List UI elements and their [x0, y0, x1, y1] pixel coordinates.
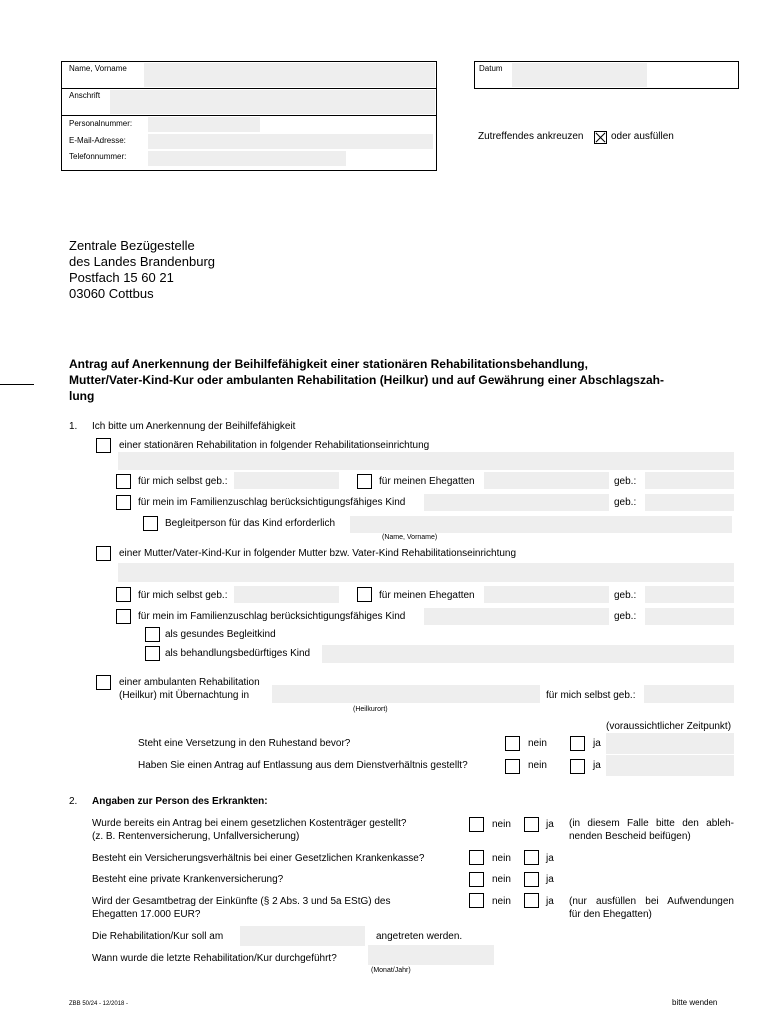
nein-label: nein — [528, 760, 547, 771]
nein-label: nein — [492, 819, 511, 830]
q3-text: Besteht eine private Krankenversicherung? — [92, 874, 284, 885]
kind-geb-input[interactable] — [645, 494, 734, 511]
q2-text: Besteht ein Versicherungsverhältnis bei einer Gesetzlichen Krankenkasse? — [92, 853, 425, 864]
entlassung-zeitpunkt-input[interactable] — [606, 755, 734, 776]
nein-label: nein — [492, 874, 511, 885]
behandlungsbeduerftig-label: als behandlungsbedürftiges Kind — [165, 648, 311, 659]
q4-line2: Ehegatten 17.000 EUR? — [92, 909, 201, 920]
monat-jahr-caption: (Monat/Jahr) — [371, 967, 411, 974]
behandlungsbeduerftig-checkbox[interactable] — [145, 646, 160, 661]
fuer-mich-label: für mich selbst geb.: — [138, 476, 228, 487]
ruhestand-question: Steht eine Versetzung in den Ruhestand bevor? — [138, 738, 351, 749]
q4-note-line2: für den Ehegatten) — [569, 909, 652, 920]
ambulant-geb-input[interactable] — [644, 685, 734, 703]
q2-nein-checkbox[interactable] — [469, 850, 484, 865]
nein-label: nein — [492, 853, 511, 864]
antrittsdatum-input[interactable] — [240, 926, 365, 946]
kind-geb-input[interactable] — [645, 608, 734, 625]
fuer-kind-label: für mein im Familienzuschlag berücksichtigungsfähiges Kind — [138, 497, 406, 508]
address-line: Postfach 15 60 21 — [69, 270, 174, 285]
fuer-mich-geb-input[interactable] — [234, 472, 339, 489]
nein-label: nein — [528, 738, 547, 749]
letzte-reha-input[interactable] — [368, 945, 494, 965]
heilkurort-input[interactable] — [272, 685, 540, 703]
section1-heading: Ich bitte um Anerkennung der Beihilfefähigkeit — [92, 421, 296, 432]
q1-note-line2: nenden Bescheid beifügen) — [569, 831, 691, 842]
fuer-kind-checkbox[interactable] — [116, 495, 131, 510]
ruhestand-ja-checkbox[interactable] — [570, 736, 585, 751]
fuer-mich-checkbox[interactable] — [116, 587, 131, 602]
ruhestand-zeitpunkt-input[interactable] — [606, 733, 734, 754]
section-number: 2. — [69, 796, 78, 807]
geb-label: geb.: — [614, 476, 637, 487]
behandlungsbeduerftig-input[interactable] — [322, 645, 734, 663]
fuer-kind-label: für mein im Familienzuschlag berücksichtigungsfähiges Kind — [138, 611, 406, 622]
q1-line1: Wurde bereits ein Antrag bei einem gesetzlichen Kostenträger gestellt? — [92, 818, 407, 829]
q1-line2: (z. B. Rentenversicherung, Unfallversicherung) — [92, 831, 300, 842]
fuer-ehegatten-checkbox[interactable] — [357, 474, 372, 489]
q1-note-line1: (in diesem Falle bitte den ableh- — [569, 818, 734, 829]
email-label: E-Mail-Adresse: — [69, 136, 126, 145]
ja-label: ja — [546, 896, 554, 907]
zeitpunkt-caption: (voraussichtlicher Zeitpunkt) — [606, 721, 732, 732]
ausfuellen-text: oder ausfüllen — [611, 131, 674, 142]
name-input[interactable] — [144, 63, 435, 87]
ruhestand-nein-checkbox[interactable] — [505, 736, 520, 751]
q2-ja-checkbox[interactable] — [524, 850, 539, 865]
fuer-ehegatten-label: für meinen Ehegatten — [379, 590, 475, 601]
q4-line1: Wird der Gesamtbetrag der Einkünfte (§ 2 Abs. 3 und 5a EStG) des — [92, 896, 391, 907]
address-line: des Landes Brandenburg — [69, 254, 216, 269]
datum-label: Datum — [479, 64, 503, 73]
q3-ja-checkbox[interactable] — [524, 872, 539, 887]
nein-label: nein — [492, 896, 511, 907]
stat-reha-label: einer stationären Rehabilitation in folgender Rehabilitationseinrichtung — [119, 440, 430, 451]
ja-label: ja — [593, 738, 601, 749]
entlassung-ja-checkbox[interactable] — [570, 759, 585, 774]
geb-label: geb.: — [614, 590, 637, 601]
recipient-address — [69, 238, 215, 302]
mutter-vater-label: einer Mutter/Vater-Kind-Kur in folgender Mutter bzw. Vater-Kind Rehabilitationseinrichtung — [119, 548, 517, 559]
ja-label: ja — [546, 853, 554, 864]
q4-note-line1: (nur ausfüllen bei Aufwendungen — [569, 896, 734, 907]
section2-heading: Angaben zur Person des Erkrankten: — [92, 796, 268, 807]
form-code: ZBB 50/24 - 12/2018 - — [69, 1001, 129, 1007]
q5-start: Die Rehabilitation/Kur soll am — [92, 931, 224, 942]
ehegatten-name-input[interactable] — [484, 586, 609, 603]
kind-name-input[interactable] — [424, 608, 609, 625]
fuer-kind-checkbox[interactable] — [116, 609, 131, 624]
address-line: Zentrale Bezügestelle — [69, 238, 195, 253]
geb-label: geb.: — [614, 611, 637, 622]
mutter-vater-einrichtung-input[interactable] — [118, 563, 734, 582]
heilkurort-caption: (Heilkurort) — [353, 706, 388, 713]
section-number: 1. — [69, 421, 78, 432]
q5-end: angetreten werden. — [376, 931, 463, 942]
crossed-checkbox-icon — [594, 131, 607, 144]
stat-reha-einrichtung-input[interactable] — [118, 452, 734, 470]
ambulant-label-line2: (Heilkur) mit Übernachtung in — [119, 690, 250, 701]
anschrift-input[interactable] — [110, 90, 435, 114]
q6-text: Wann wurde die letzte Rehabilitation/Kur durchgeführt? — [92, 953, 337, 964]
ambulant-checkbox[interactable] — [96, 675, 111, 690]
begleitperson-name-input[interactable] — [350, 516, 732, 533]
mutter-vater-checkbox[interactable] — [96, 546, 111, 561]
q4-nein-checkbox[interactable] — [469, 893, 484, 908]
gesundes-begleitkind-label: als gesundes Begleitkind — [165, 629, 276, 640]
fold-mark — [0, 384, 34, 385]
ja-label: ja — [593, 760, 601, 771]
stat-reha-checkbox[interactable] — [96, 438, 111, 453]
q4-ja-checkbox[interactable] — [524, 893, 539, 908]
name-label: Name, Vorname — [69, 64, 127, 73]
anschrift-label: Anschrift — [69, 91, 101, 100]
email-input[interactable] — [148, 134, 433, 149]
personalnummer-input[interactable] — [148, 117, 260, 132]
ja-label: ja — [546, 819, 554, 830]
begleitperson-checkbox[interactable] — [143, 516, 158, 531]
datum-input[interactable] — [512, 63, 647, 87]
entlassung-question: Haben Sie einen Antrag auf Entlassung aus dem Dienstverhältnis gestellt? — [138, 760, 468, 771]
gesundes-begleitkind-checkbox[interactable] — [145, 627, 160, 642]
begleitperson-label: Begleitperson für das Kind erforderlich — [165, 518, 336, 529]
fuer-mich-label: für mich selbst geb.: — [138, 590, 228, 601]
ja-label: ja — [546, 874, 554, 885]
bitte-wenden: bitte wenden — [672, 998, 718, 1007]
fuer-mich-label: für mich selbst geb.: — [546, 690, 636, 701]
ehegatten-geb-input[interactable] — [645, 586, 734, 603]
fuer-ehegatten-checkbox[interactable] — [357, 587, 372, 602]
ambulant-label-line1: einer ambulanten Rehabilitation — [119, 677, 260, 688]
q1-ja-checkbox[interactable] — [524, 817, 539, 832]
fuer-mich-checkbox[interactable] — [116, 474, 131, 489]
ehegatten-name-input[interactable] — [484, 472, 609, 489]
fuer-mich-geb-input[interactable] — [234, 586, 339, 603]
name-vorname-caption: (Name, Vorname) — [382, 534, 438, 541]
address-line: 03060 Cottbus — [69, 286, 154, 301]
ankreuzen-text: Zutreffendes ankreuzen — [478, 131, 584, 142]
geb-label: geb.: — [614, 497, 637, 508]
q1-nein-checkbox[interactable] — [469, 817, 484, 832]
entlassung-nein-checkbox[interactable] — [505, 759, 520, 774]
divider — [61, 115, 437, 116]
fuer-ehegatten-label: für meinen Ehegatten — [379, 476, 475, 487]
telefon-label: Telefonnummer: — [69, 152, 127, 161]
form-title: Antrag auf Anerkennung der Beihilfefähigkeit einer stationären Rehabilitationsbehandlung, Mutter/Vater-Kind-Kur oder ambulanten Rehabilitation (Heilkur) und auf Gewährung einer Abschlagszah- lung — [69, 357, 664, 403]
ehegatten-geb-input[interactable] — [645, 472, 734, 489]
divider — [61, 88, 437, 89]
telefon-input[interactable] — [148, 151, 346, 166]
q3-nein-checkbox[interactable] — [469, 872, 484, 887]
personalnummer-label: Personalnummer: — [69, 119, 133, 128]
kind-name-input[interactable] — [424, 494, 609, 511]
